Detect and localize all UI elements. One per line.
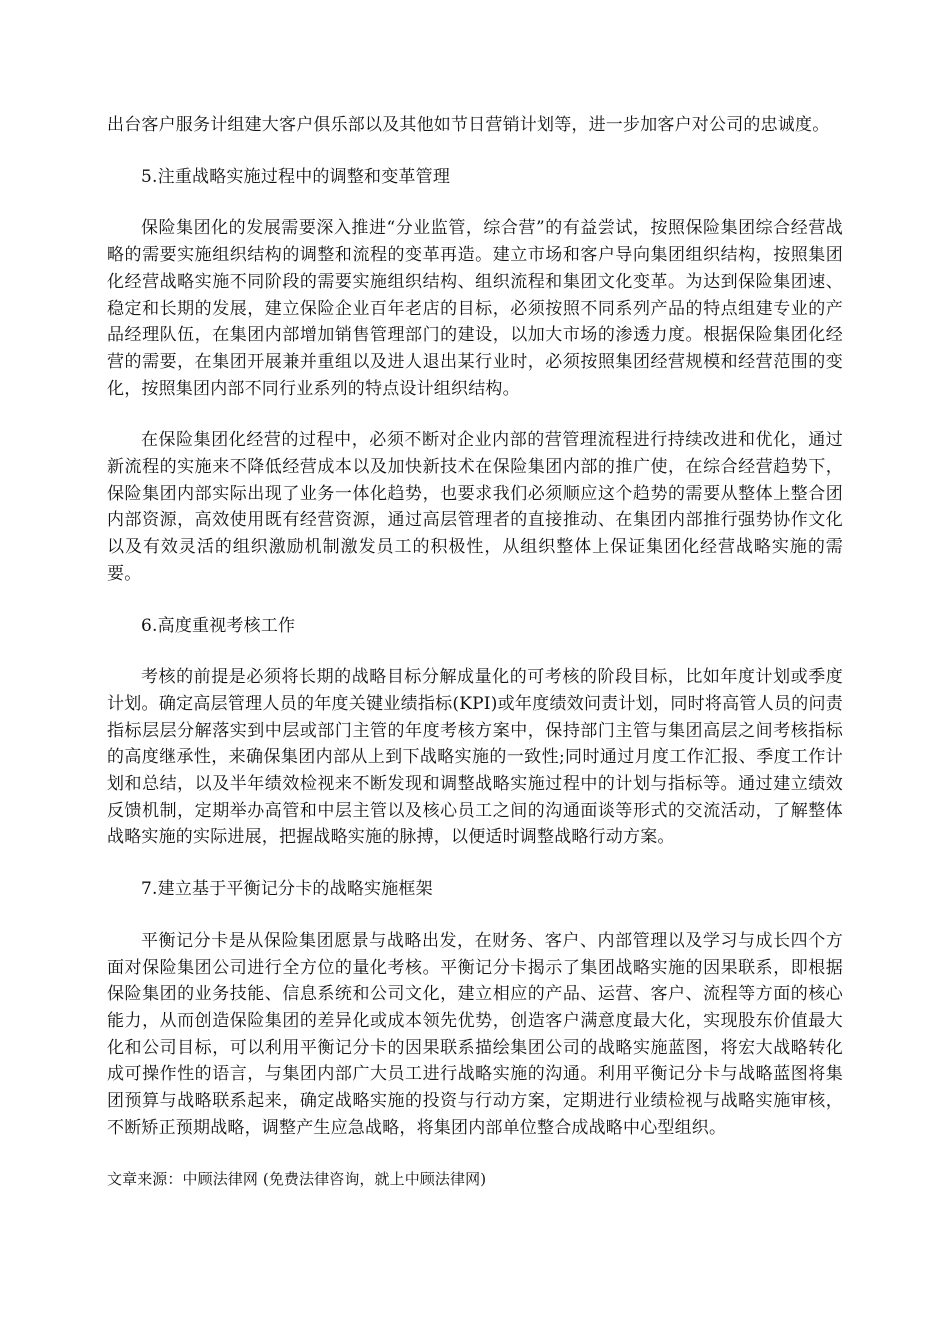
section-heading-5: 5.注重战略实施过程中的调整和变革管理 — [141, 166, 451, 187]
section-heading-7: 7.建立基于平衡记分卡的战略实施框架 — [141, 879, 433, 900]
paragraph: 在保险集团化经营的过程中，必须不断对企业内部的营管理流程进行持续改进和优化，通过新流程的实施来不降低经营成本以及加快新技术在保险集团内部的推广使，在综合经营趋势下，保险集团内部实际出现了业务一体化趋势，也要求我们必须顺应这个趋势的需要从整体上整合团内部资源，高效使用既有经营资源，通过高层管理者的直接推动、在集团内部推行强势协作文化以及有效灵活的组织激励机制激发员工的积极性，从组织整体上保证集团化经营战略实施的需要。 — [107, 430, 843, 584]
paragraph-continued: 出台客户服务计组建大客户俱乐部以及其他如节日营销计划等，进一步加客户对公司的忠诚度。 — [107, 115, 830, 135]
paragraph: 平衡记分卡是从保险集团愿景与战略出发，在财务、客户、内部管理以及学习与成长四个方面对保险集团公司进行全方位的量化考核。平衡记分卡揭示了集团战略实施的因果联系，即根据保险集团的业务技能、信息系统和公司文化，建立相应的产品、运营、客户、流程等方面的核心能力，从而创造保险集团的差异化或成本领先优势，创造客户满意度最大化，实现股东价值最大化和公司目标，可以利用平衡记分卡的因果联系描绘集团公司的战略实施蓝图，将宏大战略转化成可操作性的语言，与集团内部广大员工进行战略实施的沟通。利用平衡记分卡与战略蓝图将集团预算与战略联系起来，确定战略实施的投资与行动方案，定期进行业绩检视与战略实施审核，不断矫正预期战略，调整产生应急战略，将集团内部单位整合成战略中心型组织。 — [107, 930, 843, 1138]
paragraph: 保险集团化的发展需要深入推进“分业监管，综合营”的有益尝试，按照保险集团综合经营战略的需要实施组织结构的调整和流程的变革再造。建立市场和客户导向集团组织结构，按照集团化经营战略实施不同阶段的需要实施组织结构、组织流程和集团文化变革。为达到保险集团速、稳定和长期的发展，建立保险企业百年老店的目标，必须按照不同系列产品的特点组建专业的产品经理队伍，在集团内部增加销售管理部门的建设，以加大市场的渗透力度。根据保险集团化经营的需要，在集团开展兼并重组以及进人退出某行业时，必须按照集团经营规模和经营范围的变化，按照集团内部不同行业系列的特点设计组织结构。 — [107, 218, 843, 399]
document-page — [107, 112, 843, 1191]
paragraph: 考核的前提是必须将长期的战略目标分解成量化的可考核的阶段目标，比如年度计划或季度计划。确定高层管理人员的年度关键业绩指标(KPI)或年度绩效问责计划，同时将高管人员的问责指标层层分解落实到中层或部门主管的年度考核方案中，保持部门主管与集团高层之间考核指标的高度继承性，来确保集团内部从上到下战略实施的一致性;同时通过月度工作汇报、季度工作计划和总结，以及半年绩效检视来不断发现和调整战略实施过程中的计划与指标等。通过建立绩效反馈机制，定期举办高管和中层主管以及核心员工之间的沟通面谈等形式的交流活动，了解整体战略实施的实际进展，把握战略实施的脉搏，以便适时调整战略行动方案。 — [107, 667, 843, 848]
section-heading-6: 6.高度重视考核工作 — [141, 615, 296, 636]
source-line: 文章来源：中顾法律网 (免费法律咨询，就上中顾法律网) — [107, 1169, 487, 1188]
